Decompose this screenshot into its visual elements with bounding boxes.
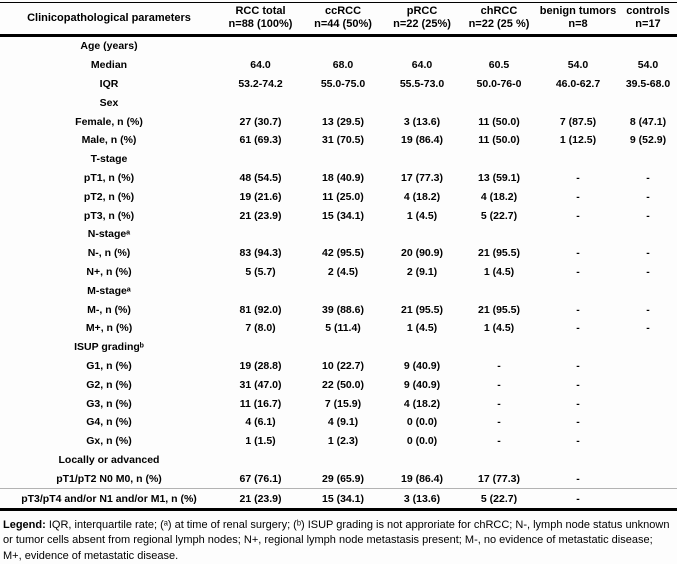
cell: -	[576, 435, 580, 448]
cell: 11 (25.0)	[322, 190, 364, 203]
cell: 0 (0.0)	[406, 435, 438, 448]
table-header	[0, 3, 677, 36]
cell: 1 (12.5)	[559, 134, 597, 147]
cell	[218, 36, 303, 56]
cell: -	[646, 322, 650, 335]
row-label: pT2, n (%)	[83, 190, 135, 203]
row-label: Sex	[99, 96, 119, 109]
row-label: G1, n (%)	[86, 359, 132, 372]
column-header-prcc	[383, 3, 461, 36]
cell: 21 (23.9)	[239, 209, 282, 222]
column-header-label: pRCC	[406, 5, 438, 17]
column-header-benign-tumors	[537, 3, 619, 36]
cell	[537, 36, 619, 56]
cell: -	[576, 416, 580, 429]
cell: 53.2-74.2	[238, 77, 283, 90]
cell	[461, 150, 537, 169]
row-label: Male, n (%)	[81, 134, 137, 147]
cell: 18 (40.9)	[321, 171, 365, 184]
cell	[303, 93, 383, 112]
cell: 5 (11.4)	[325, 322, 361, 335]
column-header-label: benign tumors	[539, 5, 617, 17]
column-header-count: n=44 (50%)	[314, 18, 372, 30]
cell: 21 (95.5)	[477, 247, 521, 260]
cell: 8 (47.1)	[629, 115, 667, 128]
cell: -	[646, 265, 650, 278]
cell: 11 (50.0)	[478, 115, 520, 128]
cell: 9 (40.9)	[403, 378, 441, 391]
column-header-parameters	[0, 3, 218, 36]
row-label: G3, n (%)	[86, 397, 132, 410]
cell: 19 (21.6)	[239, 190, 282, 203]
table-row	[0, 75, 677, 94]
cell	[619, 36, 677, 56]
cell: 19 (86.4)	[400, 472, 444, 485]
section-row	[0, 36, 677, 56]
cell: 1 (4.5)	[483, 322, 515, 335]
cell: -	[646, 209, 650, 222]
cell: 4 (9.1)	[327, 416, 359, 429]
cell: -	[576, 322, 580, 335]
cell: 19 (86.4)	[400, 134, 444, 147]
cell: 83 (94.3)	[239, 247, 282, 260]
cell	[461, 338, 537, 357]
row-label: pT1, n (%)	[83, 171, 135, 184]
cell: 15 (34.1)	[303, 489, 383, 510]
cell: 2 (4.5)	[327, 265, 359, 278]
cell	[619, 413, 677, 432]
table-row	[0, 300, 677, 319]
cell	[461, 281, 537, 300]
cell: 1 (4.5)	[483, 265, 515, 278]
cell: 54.0	[567, 59, 589, 72]
cell: 3 (13.6)	[383, 489, 461, 510]
cell: -	[497, 435, 501, 448]
cell	[303, 225, 383, 244]
row-label: pT3/pT4 and/or N1 and/or M1, n (%)	[0, 489, 218, 510]
cell: 64.0	[411, 59, 433, 72]
section-row	[0, 150, 677, 169]
table-row	[0, 206, 677, 225]
table-row	[0, 187, 677, 206]
cell: -	[576, 171, 580, 184]
cell: -	[497, 359, 501, 372]
cell: 4 (18.2)	[403, 190, 441, 203]
cell: -	[497, 416, 501, 429]
cell: 9 (52.9)	[629, 134, 667, 147]
cell	[218, 451, 303, 470]
cell	[383, 150, 461, 169]
cell: 21 (23.9)	[218, 489, 303, 510]
table-row	[0, 489, 677, 510]
table-row	[0, 56, 677, 75]
row-label: Median	[90, 59, 128, 72]
cell: -	[576, 378, 580, 391]
column-header-count: n=17	[635, 18, 661, 30]
cell: 17 (77.3)	[400, 171, 444, 184]
cell: 42 (95.5)	[321, 247, 365, 260]
row-label: Age (years)	[80, 40, 138, 53]
column-header-label: Clinicopathological parameters	[27, 11, 191, 24]
cell: 19 (28.8)	[239, 359, 282, 372]
row-label: pT3, n (%)	[83, 209, 135, 222]
table-row	[0, 263, 677, 282]
cell: 4 (18.2)	[403, 397, 441, 410]
cell: 48 (54.5)	[239, 171, 282, 184]
column-header-count: n=22 (25%)	[393, 18, 451, 30]
cell	[619, 281, 677, 300]
cell: 5 (22.7)	[480, 209, 518, 222]
column-header-ccrcc	[303, 3, 383, 36]
cell	[619, 394, 677, 413]
cell	[619, 93, 677, 112]
row-label: N+, n (%)	[86, 265, 132, 278]
column-header-label: chRCC	[480, 5, 518, 17]
cell	[218, 150, 303, 169]
cell: 3 (13.6)	[403, 115, 441, 128]
row-label: T-stage	[90, 153, 128, 166]
cell	[303, 338, 383, 357]
cell: -	[576, 359, 580, 372]
cell: 55.5-73.0	[399, 77, 445, 90]
section-row	[0, 281, 677, 300]
cell	[619, 150, 677, 169]
cell	[383, 281, 461, 300]
row-label: ISUP gradingᵇ	[74, 341, 144, 354]
cell: -	[576, 472, 580, 485]
cell: -	[576, 265, 580, 278]
cell: 5 (5.7)	[245, 265, 276, 278]
table-row	[0, 319, 677, 338]
cell	[461, 93, 537, 112]
cell: -	[576, 397, 580, 410]
cell	[218, 93, 303, 112]
cell: 46.0-62.7	[555, 77, 601, 90]
row-label: Gx, n (%)	[86, 435, 132, 448]
section-row	[0, 225, 677, 244]
row-label: Female, n (%)	[75, 115, 143, 128]
cell	[537, 93, 619, 112]
table-row	[0, 112, 677, 131]
cell: -	[497, 378, 501, 391]
cell: 39.5-68.0	[625, 77, 671, 90]
cell: 7 (15.9)	[324, 397, 362, 410]
cell: 81 (92.0)	[239, 303, 282, 316]
column-header-label: ccRCC	[324, 5, 362, 17]
cell	[619, 338, 677, 357]
cell: -	[576, 209, 580, 222]
cell: 64.0	[250, 59, 271, 72]
cell	[619, 451, 677, 470]
cell: 21 (95.5)	[477, 303, 521, 316]
cell	[619, 375, 677, 394]
cell: 22 (50.0)	[321, 378, 365, 391]
cell: 1 (4.5)	[406, 322, 438, 335]
legend	[0, 511, 677, 564]
cell: 13 (59.1)	[477, 171, 521, 184]
cell: 68.0	[332, 59, 354, 72]
cell: 1 (1.5)	[245, 435, 276, 448]
cell: 7 (8.0)	[245, 322, 276, 335]
cell	[619, 357, 677, 376]
cell: 4 (18.2)	[480, 190, 518, 203]
table-row	[0, 432, 677, 451]
section-row	[0, 338, 677, 357]
table-row	[0, 413, 677, 432]
cell	[218, 281, 303, 300]
row-label: M+, n (%)	[85, 322, 133, 335]
cell: 61 (69.3)	[239, 134, 282, 147]
cell: 9 (40.9)	[403, 359, 441, 372]
cell: 2 (9.1)	[406, 265, 438, 278]
cell: -	[646, 171, 650, 184]
cell: 7 (87.5)	[559, 115, 597, 128]
cell: 67 (76.1)	[239, 472, 282, 485]
cell	[461, 36, 537, 56]
row-label: N-stageᵃ	[87, 228, 131, 241]
cell	[303, 451, 383, 470]
row-label: G4, n (%)	[86, 416, 132, 429]
column-header-rcc-total	[218, 3, 303, 36]
cell: -	[646, 190, 650, 203]
row-label: M-, n (%)	[87, 303, 131, 316]
cell	[537, 150, 619, 169]
cell: 55.0-75.0	[320, 77, 366, 90]
cell: -	[576, 303, 580, 316]
cell	[383, 225, 461, 244]
table-row	[0, 469, 677, 488]
cell: 1 (4.5)	[406, 209, 438, 222]
cell: 11 (50.0)	[478, 134, 520, 147]
table-row	[0, 131, 677, 150]
cell	[619, 469, 677, 488]
column-header-count: n=22 (25 %)	[468, 18, 530, 30]
cell	[383, 451, 461, 470]
row-label: N-, n (%)	[87, 247, 131, 260]
column-header-label: RCC total	[235, 5, 286, 17]
legend-label: Legend:	[3, 518, 46, 531]
cell: 11 (16.7)	[239, 397, 282, 410]
table-row	[0, 394, 677, 413]
row-label: M-stageᵃ	[87, 284, 131, 297]
cell: 17 (77.3)	[477, 472, 521, 485]
cell	[619, 225, 677, 244]
cell: -	[646, 247, 650, 260]
cell	[383, 93, 461, 112]
cell: -	[646, 303, 650, 316]
cell: -	[537, 489, 619, 510]
cell	[383, 338, 461, 357]
cell: -	[576, 190, 580, 203]
cell: 21 (95.5)	[400, 303, 444, 316]
column-header-count: n=8	[568, 18, 588, 30]
cell: 54.0	[637, 59, 659, 72]
cell: 39 (88.6)	[321, 303, 365, 316]
section-row	[0, 451, 677, 470]
column-header-chrcc	[461, 3, 537, 36]
row-label: IQR	[99, 77, 119, 90]
column-header-count: n=88 (100%)	[228, 18, 293, 30]
cell: 31 (47.0)	[239, 378, 282, 391]
cell: 31 (70.5)	[321, 134, 365, 147]
row-label: G2, n (%)	[86, 378, 132, 391]
table-row	[0, 244, 677, 263]
cell	[218, 338, 303, 357]
cell: 10 (22.7)	[321, 359, 365, 372]
cell	[537, 451, 619, 470]
cell: 15 (34.1)	[321, 209, 365, 222]
cell	[303, 281, 383, 300]
cell	[218, 225, 303, 244]
cell: 29 (65.9)	[321, 472, 365, 485]
table-row	[0, 169, 677, 188]
cell: 13 (29.5)	[321, 115, 365, 128]
cell	[537, 281, 619, 300]
cell: 20 (90.9)	[400, 247, 444, 260]
cell	[303, 36, 383, 56]
cell	[537, 225, 619, 244]
legend-text: IQR, interquartile rate; (ᵃ) at time of renal surgery; (ᵇ) ISUP grading is not approriate for chRCC; N-, lymph node status unknown or tumor cells absent from regional lymph nodes; N+, regional lymph node metastasis present; M-, no evidence of metastatic disease; M+, evidence of metastatic disease.	[3, 518, 670, 562]
cell	[461, 225, 537, 244]
cell	[619, 432, 677, 451]
cell: 1 (2.3)	[327, 435, 359, 448]
cell	[537, 338, 619, 357]
cell	[619, 489, 677, 510]
header-row	[0, 3, 677, 36]
column-header-label: controls	[626, 5, 670, 17]
section-row	[0, 93, 677, 112]
table-body	[0, 36, 677, 510]
cell: 5 (22.7)	[461, 489, 537, 510]
row-label: pT1/pT2 N0 M0, n (%)	[56, 472, 162, 485]
column-header-controls	[619, 3, 677, 36]
row-label: Locally or advanced	[58, 453, 160, 466]
cell: 0 (0.0)	[406, 416, 438, 429]
cell: 60.5	[488, 59, 510, 72]
clinicopathological-table	[0, 2, 677, 511]
cell: 50.0-76-0	[476, 77, 522, 90]
cell	[461, 451, 537, 470]
cell: 27 (30.7)	[239, 115, 282, 128]
cell	[303, 150, 383, 169]
table-row	[0, 357, 677, 376]
cell	[383, 36, 461, 56]
cell: -	[576, 247, 580, 260]
cell: -	[497, 397, 501, 410]
table-row	[0, 375, 677, 394]
cell: 4 (6.1)	[245, 416, 276, 429]
